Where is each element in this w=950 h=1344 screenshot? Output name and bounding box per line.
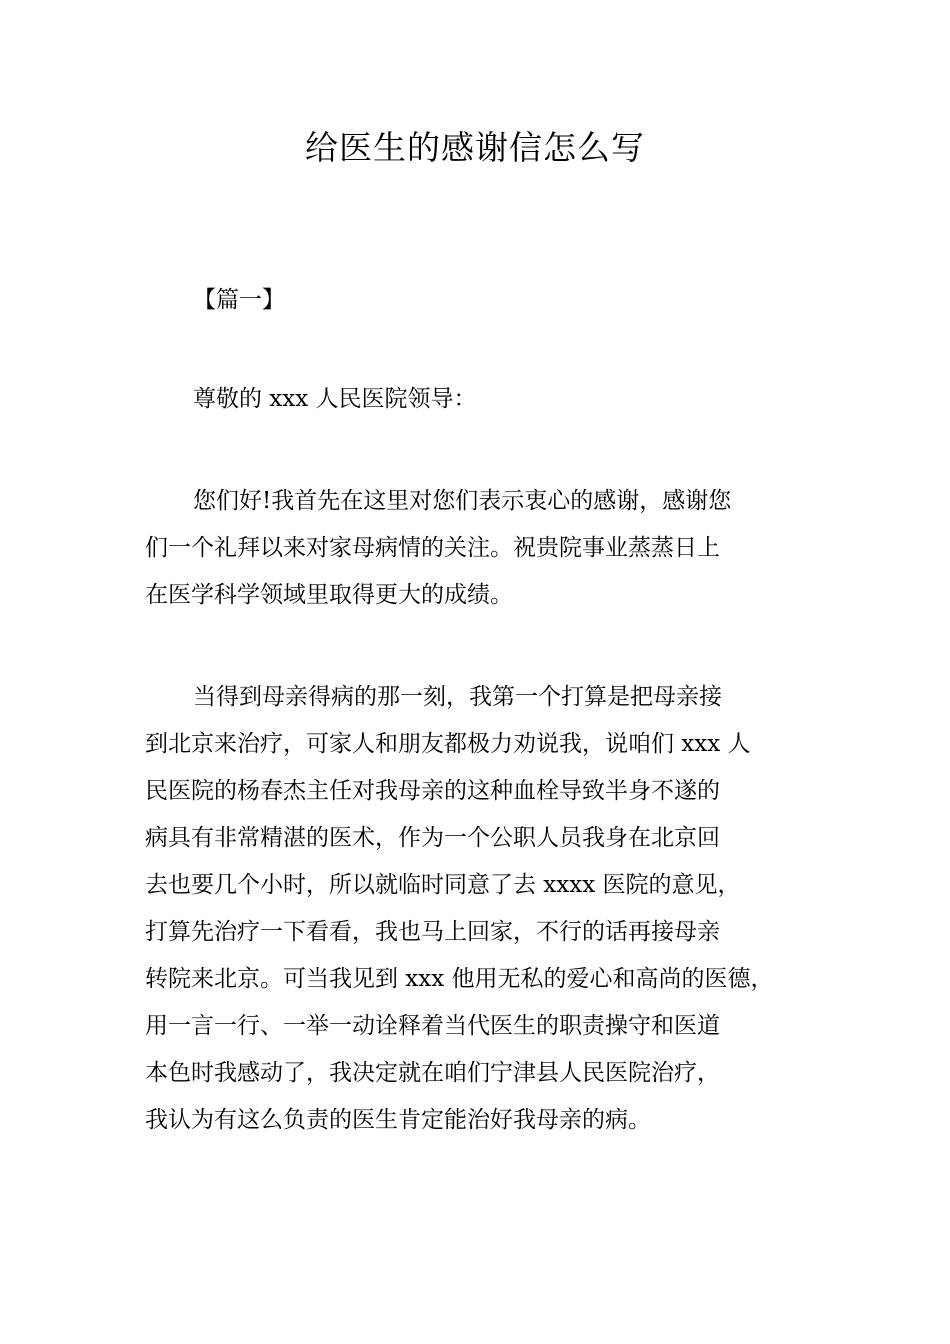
paragraph-line: 去也要几个小时，所以就临时同意了去 xxxx 医院的意见， [145, 872, 741, 898]
paragraph-line: 到北京来治疗，可家人和朋友都极力劝说我，说咱们 xxx 人 [145, 731, 751, 757]
paragraph-line: 病具有非常精湛的医术，作为一个公职人员我身在北京回 [145, 825, 720, 851]
paragraph-line: 们一个礼拜以来对家母病情的关注。祝贵院事业蒸蒸日上 [145, 535, 720, 561]
paragraph-1 [145, 478, 815, 619]
salutation: 尊敬的 xxx 人民医院领导： [193, 386, 477, 412]
section-label: 【篇一】 [193, 287, 285, 313]
paragraph-line: 用一言一行、一举一动诠释着当代医生的职责操守和医道 [145, 1013, 720, 1039]
paragraph-line: 打算先治疗一下看看，我也马上回家，不行的话再接母亲 [145, 919, 720, 945]
paragraph-line: 转院来北京。可当我见到 xxx 他用无私的爱心和高尚的医德， [145, 966, 774, 992]
paragraph-line: 在医学科学领域里取得更大的成绩。 [145, 582, 513, 608]
paragraph-line: 民医院的杨春杰主任对我母亲的这种血栓导致半身不遂的 [145, 778, 720, 804]
paragraph-line: 当得到母亲得病的那一刻，我第一个打算是把母亲接 [193, 684, 722, 710]
page-title: 给医生的感谢信怎么写 [305, 128, 645, 167]
paragraph-line: 您们好!我首先在这里对您们表示衷心的感谢，感谢您 [193, 488, 732, 514]
paragraph-2 [145, 674, 815, 1144]
paragraph-line: 本色时我感动了，我决定就在咱们宁津县人民医院治疗， [145, 1060, 720, 1086]
paragraph-line: 我认为有这么负责的医生肯定能治好我母亲的病。 [145, 1107, 651, 1133]
